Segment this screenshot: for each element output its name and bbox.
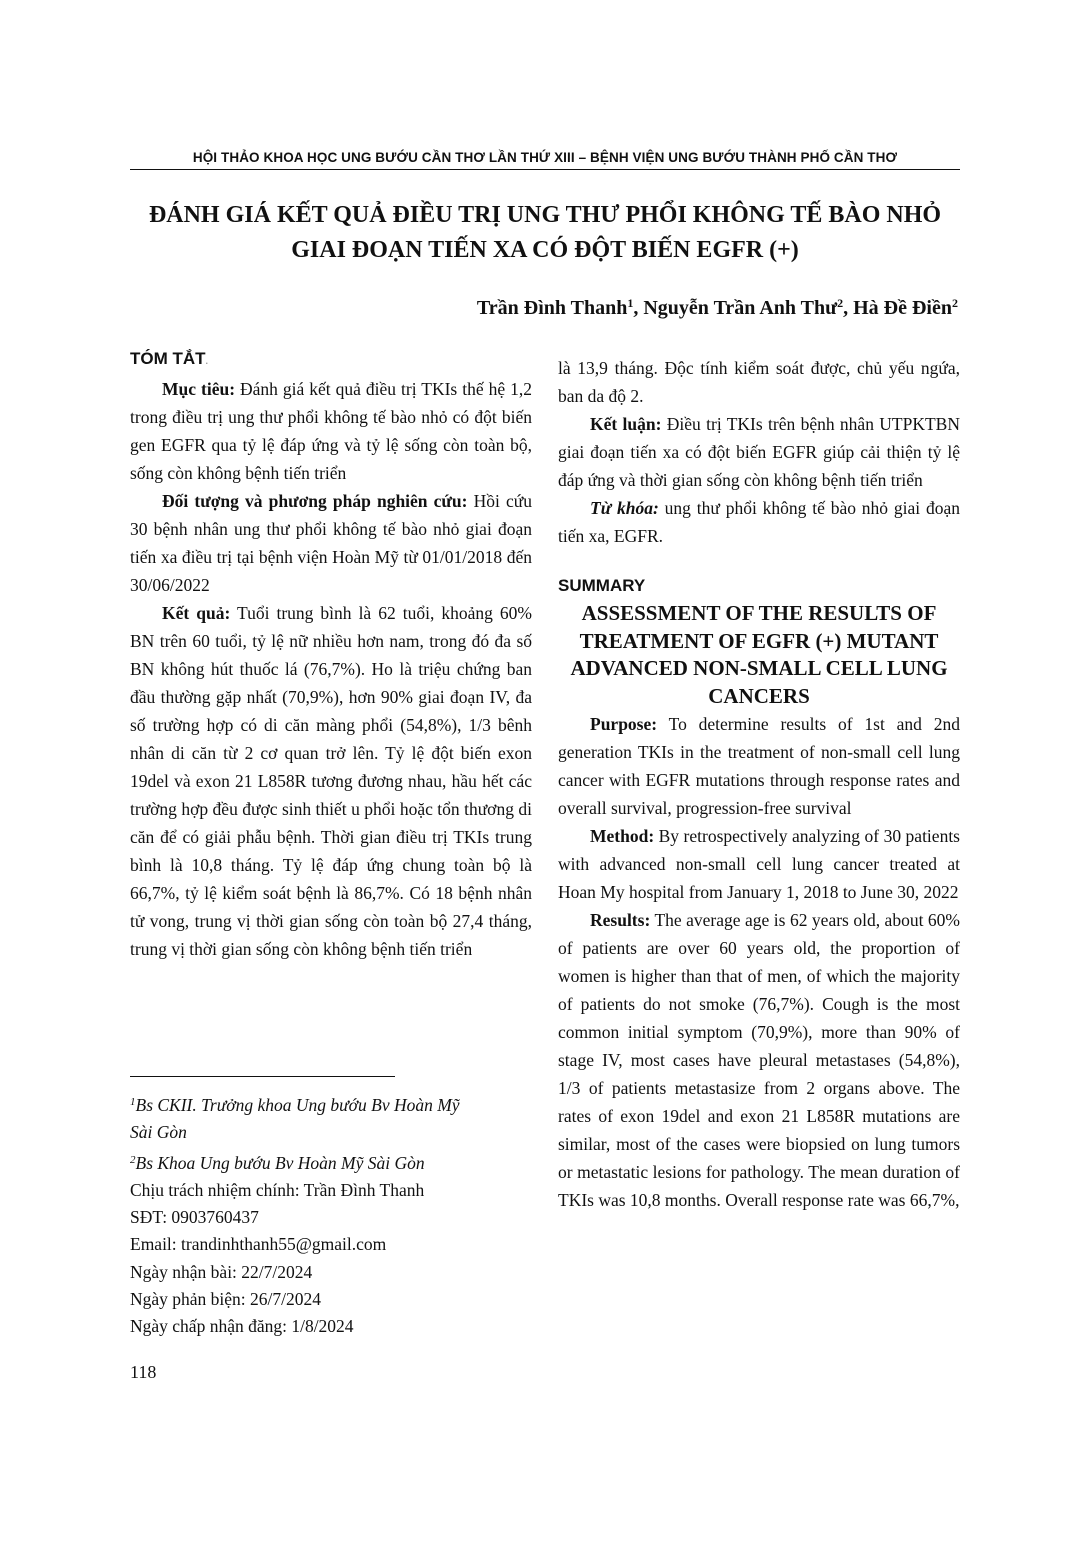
- left-column: [130, 349, 532, 963]
- purpose-text: To determine results of 1st and 2nd generation TKIs in the treatment of non-small cell lung cancer with EGFR mutations through response rates and overall survival, progression-free survival: [558, 714, 960, 818]
- author-affiliation-mark: 2: [837, 296, 844, 310]
- conclusion-paragraph: [558, 410, 960, 494]
- results-continuation: là 13,9 tháng. Độc tính kiểm soát được, chủ yếu ngứa, ban da độ 2.: [558, 358, 960, 406]
- date-accepted: Ngày chấp nhận đăng: 1/8/2024: [130, 1316, 354, 1337]
- method-label: Method:: [590, 826, 655, 846]
- footnote-rule: [130, 1076, 395, 1077]
- summary-title-line: ASSESSMENT OF THE RESULTS OF: [581, 601, 937, 625]
- abstract-heading-text: TÓM TẮT: [130, 349, 206, 368]
- responsible-author: Chịu trách nhiệm chính: Trần Đình Thanh: [130, 1179, 425, 1200]
- footnote-mark: 1: [130, 1096, 136, 1108]
- running-header: HỘI THẢO KHOA HỌC UNG BƯỚU CẦN THƠ LẦN THỨ XIII – BỆNH VIỆN UNG BƯỚU THÀNH PHỐ CẦN THƠ: [192, 150, 898, 165]
- objective-text: Đánh giá kết quả điều trị TKIs thế hệ 1,2 trong điều trị ung thư phổi không tế bào nhỏ có đột biến gen EGFR qua tỷ lệ đáp ứng và tỷ lệ sống còn toàn bộ, sống còn không bệnh tiến triển: [130, 379, 532, 483]
- objective-paragraph: [130, 375, 532, 487]
- phone-number: SĐT: 0903760437: [130, 1207, 259, 1228]
- header-rule: [130, 169, 960, 170]
- method-paragraph: [558, 822, 960, 906]
- results-paragraph: [130, 599, 532, 963]
- method-text: By retrospectively analyzing of 30 patients with advanced non-small cell lung cancer treated at Hoan My hospital from January 1, 2018 to June 30, 2022: [558, 826, 960, 902]
- footnote-1: [130, 1089, 532, 1119]
- article-title: [130, 198, 960, 268]
- footnote-mark: 2: [130, 1153, 136, 1166]
- author-affiliation-mark: 2: [952, 296, 958, 310]
- methods-text: Hồi cứu 30 bệnh nhân ung thư phổi không tế bào nhỏ giai đoạn tiến xa điều trị tại bệnh viện Hoàn Mỹ từ 01/01/2018 đến 30/06/2022: [130, 491, 532, 595]
- summary-heading: SUMMARY: [558, 576, 646, 595]
- footnote-1-cont: Sài Gòn: [130, 1122, 187, 1143]
- author-list: Trần Đình Thanh$^1$, Nguyễn Trần Anh Thư$^2$, Hà Đề Điền$^2$: [476, 296, 958, 319]
- date-received: Ngày nhận bài: 22/7/2024: [130, 1261, 313, 1282]
- summary-title-line: CANCERS: [708, 683, 810, 708]
- summary-title-line: ADVANCED NON-SMALL CELL LUNG: [570, 656, 948, 680]
- summary-title: [558, 600, 960, 710]
- purpose-label: Purpose:: [590, 714, 658, 734]
- footnote-2-text: Bs Khoa Ung bướu Bv Hoàn Mỹ Sài Gòn: [135, 1152, 425, 1173]
- methods-label: Đối tượng và phương pháp nghiên cứu:: [162, 491, 468, 511]
- summary-results-text: The average age is 62 years old, about 60% of patients are over 60 years old, the proportion of women is higher than that of men, of which the majority of patients do not smoke (76,7%). Cough is the most common initial symptom (70,9%), more than 90% of stage IV, most cases have pleural metastases (54,8%), 1/3 of patients metastasize from 2 organs above. The rates of exon 19del and exon 21 L858R mutations are similar, most of the cases were biopsied on lung tumors or metastatic lesions for pathology. The mean duration of TKIs was 10,8 months. Overall response rate was 66,7%,: [558, 910, 960, 1210]
- summary-title-line: TREATMENT OF EGFR (+) MUTANT: [579, 628, 939, 653]
- author-affiliation-mark: 1: [627, 296, 634, 310]
- abstract-heading: [130, 349, 532, 369]
- keywords-paragraph: [558, 494, 960, 550]
- summary-results-paragraph: [558, 906, 960, 1214]
- conclusion-text: Điều trị TKIs trên bệnh nhân UTPKTBN giai đoạn tiến xa có đột biến EGFR giúp cải thiện tỷ lệ đáp ứng và thời gian sống còn không bệnh tiến triển: [558, 414, 960, 490]
- date-reviewed: Ngày phản biện: 26/7/2024: [130, 1289, 322, 1310]
- footnotes: [130, 1089, 532, 1341]
- conclusion-label: Kết luận:: [590, 414, 662, 434]
- author-name: Hà Đề Điền: [853, 297, 952, 319]
- right-column: [558, 354, 960, 1214]
- footnote-1-text: Bs CKII. Trưởng khoa Ung bướu Bv Hoàn Mỹ: [135, 1095, 460, 1115]
- author-name: Nguyễn Trần Anh Thư: [643, 297, 838, 319]
- footnote-2: [130, 1147, 532, 1177]
- summary-results-label: Results:: [590, 910, 651, 930]
- page-number: 118: [130, 1362, 157, 1382]
- email-address: Email: trandinhthanh55@gmail.com: [130, 1234, 387, 1255]
- objective-label: Mục tiêu:: [162, 379, 236, 399]
- methods-paragraph: [130, 487, 532, 599]
- title-line-1: ĐÁNH GIÁ KẾT QUẢ ĐIỀU TRỊ UNG THƯ PHỔI KHÔNG TẾ BÀO NHỎ: [148, 202, 942, 228]
- heading-mark: .: [205, 356, 209, 366]
- title-line-2: GIAI ĐOẠN TIẾN XA CÓ ĐỘT BIẾN EGFR (+): [291, 237, 799, 263]
- keywords-text: ung thư phổi không tế bào nhỏ giai đoạn tiến xa, EGFR.: [558, 498, 960, 546]
- results-label: Kết quả:: [162, 603, 231, 623]
- author-name: Trần Đình Thanh: [476, 297, 628, 319]
- purpose-paragraph: [558, 710, 960, 822]
- keywords-label: Từ khóa:: [590, 498, 659, 518]
- results-text: Tuổi trung bình là 62 tuổi, khoảng 60% BN trên 60 tuổi, tỷ lệ nữ nhiều hơn nam, trong đó đa số BN không hút thuốc lá (76,7%). Ho là triệu chứng ban đầu thường gặp nhất (70,9%), hơn 90% giai đoạn IV, đa số trường hợp có di căn màng phổi (54,8%), 1/3 bênh nhân di căn từ 2 cơ quan trở lên. Tỷ lệ đột biến exon 19del và exon 21 L858R tương đương nhau, hầu hết các trường hợp đều được sinh thiết u phổi hoặc tổn thương di căn để có giải phẫu bệnh. Thời gian điều trị TKIs trung bình là 10,8 tháng. Tỷ lệ đáp ứng chung toàn bộ là 66,7%, tỷ lệ kiểm soát bệnh là 86,7%. Có 18 bệnh nhân tử vong, trung vị thời gian sống còn toàn bộ 27,4 tháng, trung vị thời gian sống còn không bệnh tiến triển: [130, 603, 532, 959]
